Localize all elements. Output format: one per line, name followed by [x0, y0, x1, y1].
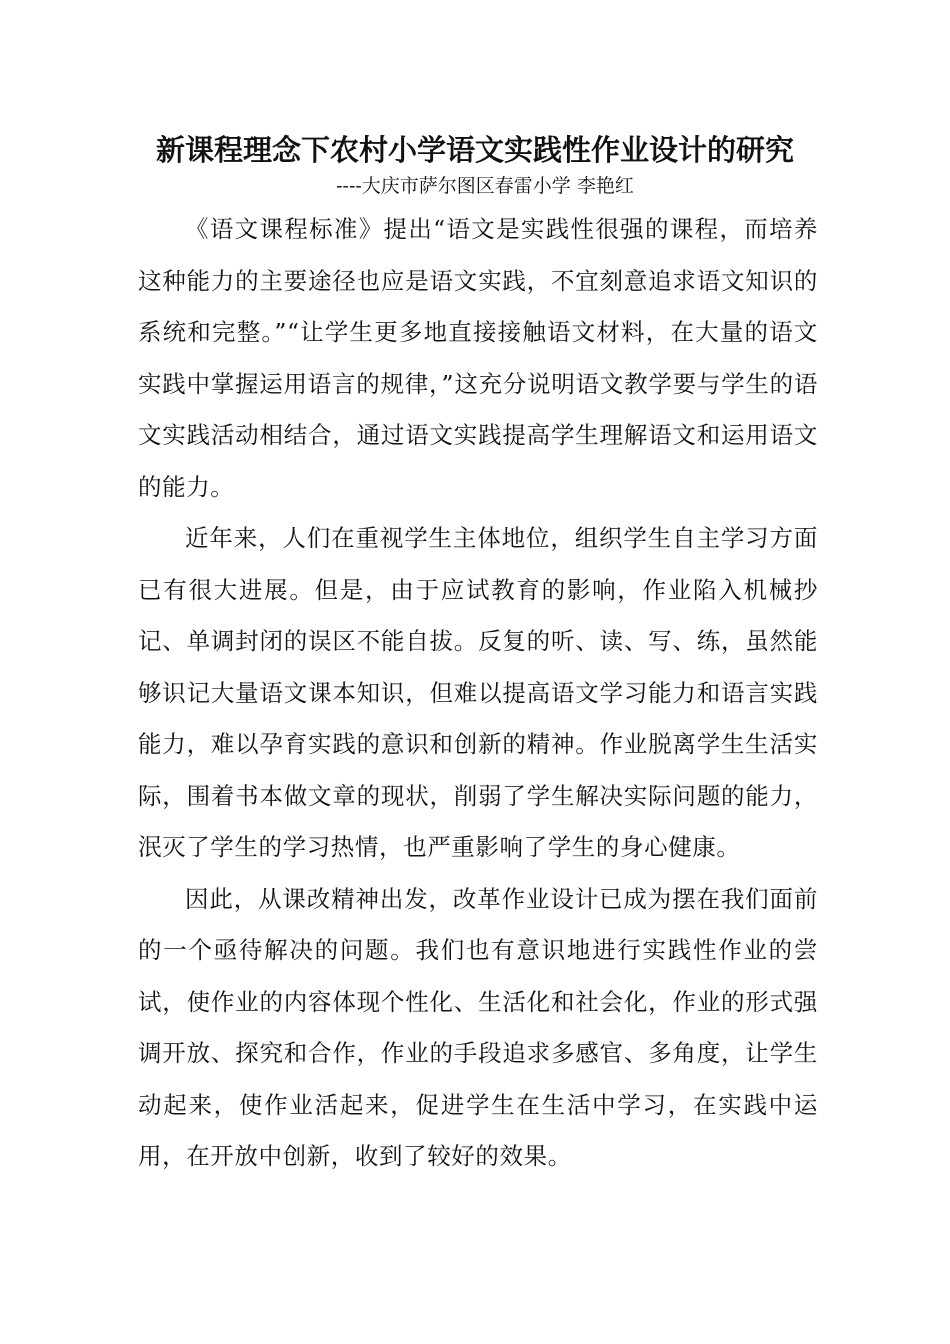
document-body — [138, 204, 818, 1183]
document-title: 新课程理念下农村小学语文实践性作业设计的研究 — [155, 133, 794, 167]
paragraph: 《语文课程标准》提出“语文是实践性很强的课程，而培养这种能力的主要途径也应是语文实践，不宜刻意追求语文知识的系统和完整。”“让学生更多地直接接触语文材料，在大量的语文实践中掌握运用语言的规律，”这充分说明语文教学要与学生的语文实践活动相结合，通过语文实践提高学生理解语文和运用语文的能力。 — [138, 215, 818, 501]
paragraph: 近年来，人们在重视学生主体地位，组织学生自主学习方面已有很大进展。但是，由于应试教育的影响，作业陷入机械抄记、单调封闭的误区不能自拔。反复的听、读、写、练，虽然能够识记大量语文课本知识，但难以提高语文学习能力和语言实践能力，难以孕育实践的意识和创新的精神。作业脱离学生生活实际，围着书本做文章的现状，削弱了学生解决实际问题的能力，泯灭了学生的学习热情，也严重影响了学生的身心健康。 — [138, 524, 818, 861]
document-byline: ----大庆市萨尔图区春雷小学 李艳红 — [336, 175, 634, 197]
paragraph: 因此，从课改精神出发，改革作业设计已成为摆在我们面前的一个亟待解决的问题。我们也有意识地进行实践性作业的尝试，使作业的内容体现个性化、生活化和社会化，作业的形式强调开放、探究和合作，作业的手段追求多感官、多角度，让学生动起来，使作业活起来，促进学生在生活中学习，在实践中运用，在开放中创新，收到了较好的效果。 — [138, 884, 818, 1170]
